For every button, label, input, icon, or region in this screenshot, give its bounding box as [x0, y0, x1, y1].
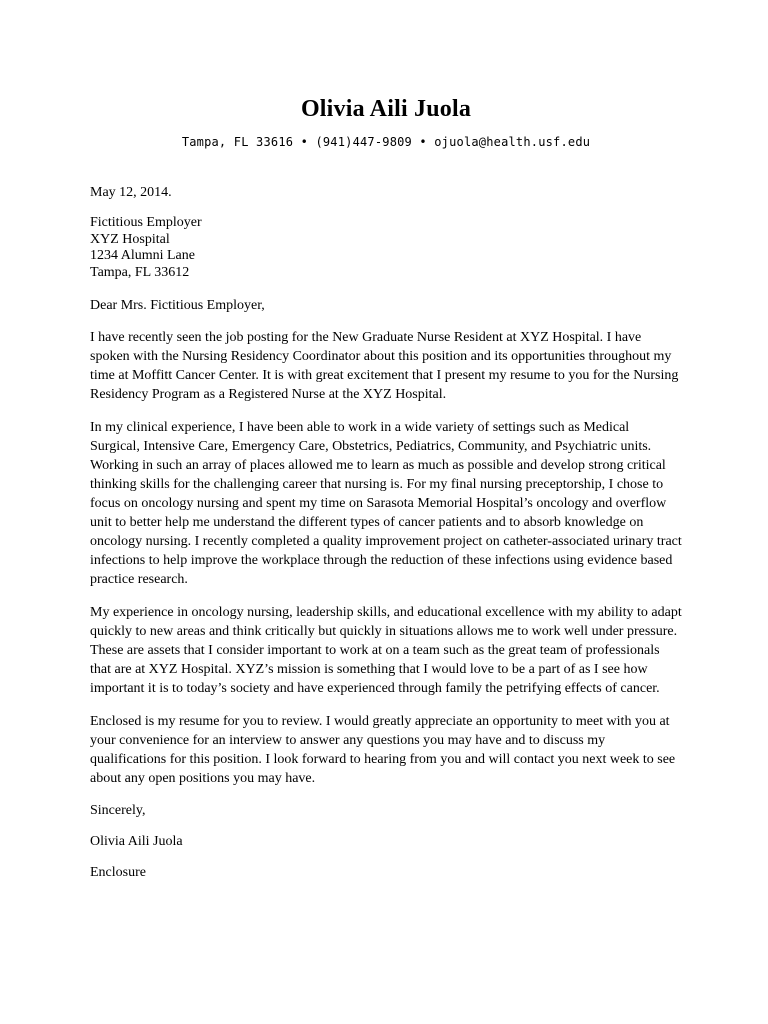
- body-paragraph-1: I have recently seen the job posting for the New Graduate Nurse Resident at XYZ Hospital. I have spoken with the Nursing Residency Coordinator about this position and its opportunities throughout my time at Moffitt Cancer Center. It is with great excitement that I present my resume to you for the Nursing Residency Program as a Registered Nurse at the XYZ Hospital.: [90, 330, 679, 402]
- letter-date: May 12, 2014.: [90, 185, 172, 200]
- sender-contact-line: Tampa, FL 33616 • (941)447-9809 • ojuola@health.usf.edu: [181, 135, 591, 149]
- recipient-street: 1234 Alumni Lane: [90, 248, 195, 263]
- salutation: Dear Mrs. Fictitious Employer,: [90, 298, 265, 313]
- recipient-address: [90, 215, 682, 281]
- body-paragraph-2: In my clinical experience, I have been able to work in a wide variety of settings such as Medical Surgical, Intensive Care, Emergency Care, Obstetrics, Pediatrics, Community, and Psychiatric units. Working in such an array of places allowed me to learn as much as possible and develop strong critical thinking skills for the challenging career that nursing is. For my final nursing preceptorship, I chose to focus on oncology nursing and spent my time on Sarasota Memorial Hospital’s oncology and overflow unit to better help me understand the different types of cancer patients and to absorb knowledge on oncology nursing. I recently completed a quality improvement project on catheter-associated urinary tract infections to help improve the workplace through the reduction of these infections using evidence based practice research.: [90, 420, 682, 587]
- sender-name: Olivia Aili Juola: [300, 96, 472, 122]
- body-paragraph-4: Enclosed is my resume for you to review. I would greatly appreciate an opportunity to meet with you at your convenience for an interview to answer any questions you may have and to discuss my qualifications for this position. I look forward to hearing from you and will contact you next week to see about any open positions you may have.: [90, 714, 676, 786]
- recipient-organization: XYZ Hospital: [90, 231, 170, 247]
- body-paragraph-3: My experience in oncology nursing, leadership skills, and educational excellence with my ability to adapt quickly to new areas and think critically but quickly in situations allows me to work well under pressure. These are assets that I consider important to work at on a team such as the great team of professionals that are at XYZ Hospital. XYZ’s mission is something that I would love to be a part of as I see how important it is to today’s society and have experienced through family the petrifying effects of cancer.: [90, 605, 682, 696]
- enclosure-note: Enclosure: [90, 865, 146, 880]
- closing: Sincerely,: [90, 803, 146, 818]
- signer-name: Olivia Aili Juola: [90, 834, 183, 849]
- recipient-city-state-zip: Tampa, FL 33612: [90, 264, 190, 280]
- recipient-name: Fictitious Employer: [90, 215, 202, 230]
